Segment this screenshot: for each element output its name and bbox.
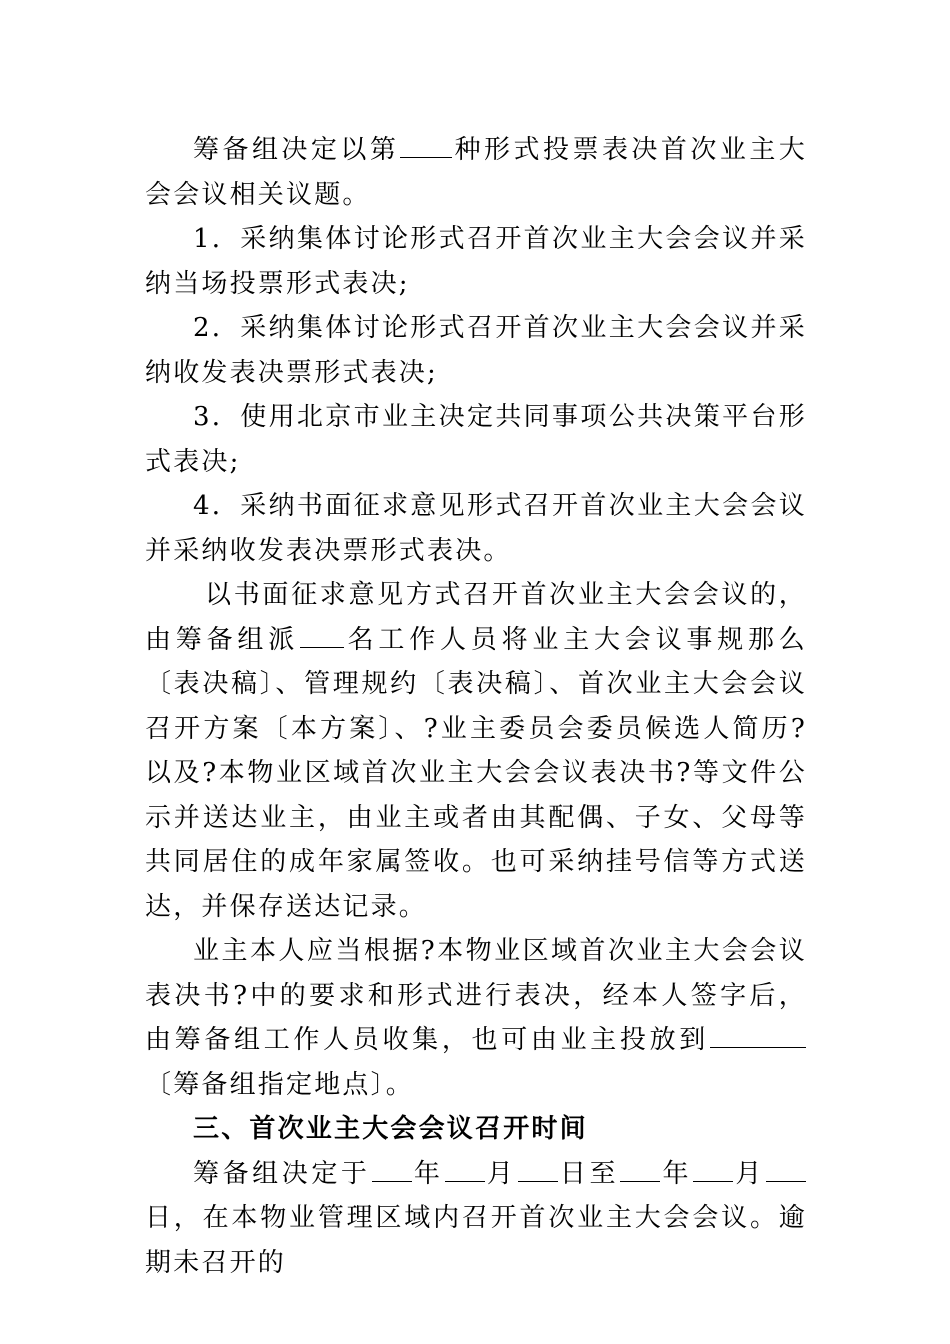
paragraph-voting-form — [145, 128, 807, 217]
paragraph-owner-voting — [145, 929, 807, 1107]
fill-blank-drop-location — [710, 1021, 806, 1048]
list-item-option-3: 3．使用北京市业主决定共同事项公共决策平台形式表决; — [145, 402, 807, 477]
paragraph-written-consultation — [145, 573, 807, 929]
paragraph-text: 种形式投票表决首次业主大会会议相关议题。 — [145, 135, 807, 210]
document-body — [145, 128, 807, 1285]
fill-blank-start-day — [518, 1155, 558, 1182]
list-item-option-2: 2．采纳集体讨论形式召开首次业主大会会议并采纳收发表决票形式表决; — [145, 313, 807, 388]
fill-blank-end-day — [766, 1155, 806, 1182]
paragraph-text: 名工作人员将业主大会议事规那么〔表决稿〕、管理规约〔表决稿〕、首次业主大会会议召开方案〔本方案〕、?业主委员会委员候选人简历?以及?本物业区域首次业主大会会议表决书?等文件公示并送达业主，由业主或者由其配偶、子女、父母等共同居住的成年家属签收。也可采纳挂号信等方式送达，并保存送达记录。 — [145, 624, 807, 922]
date-unit-text: 年 — [412, 1158, 444, 1189]
fill-blank-end-month — [693, 1155, 733, 1182]
paragraph-meeting-dates — [145, 1152, 807, 1286]
paragraph-text: 日，在本物业管理区域内召开首次业主大会会议。逾期未召开的 — [145, 1203, 807, 1278]
paragraph-text: 以书面征求意见方式召开首次业主大会会议的，由筹备组派 — [145, 580, 807, 655]
list-item-option-4: 4．采纳书面征求意见形式召开首次业主大会会议并采纳收发表决票形式表决。 — [145, 491, 807, 566]
date-unit-text: 日至 — [558, 1158, 620, 1189]
paragraph-text: 业主本人应当根据?本物业区域首次业主大会会议表决书?中的要求和形式进行表决，经本人签字后，由筹备组工作人员收集，也可由业主投放到 — [145, 936, 807, 1055]
section-heading-meeting-time: 三、首次业主大会会议召开时间 — [193, 1114, 588, 1144]
fill-blank-end-year — [620, 1155, 660, 1182]
fill-blank-form-number — [400, 131, 452, 158]
date-unit-text: 年 — [661, 1158, 693, 1189]
date-unit-text: 月 — [485, 1158, 517, 1189]
list-item-option-1: 1．采纳集体讨论形式召开首次业主大会会议并采纳当场投票形式表决; — [145, 224, 807, 299]
fill-blank-staff-count — [300, 621, 344, 648]
fill-blank-start-month — [445, 1155, 485, 1182]
date-unit-text: 月 — [734, 1158, 766, 1189]
paragraph-text: 〔筹备组指定地点〕。 — [145, 1069, 415, 1100]
fill-blank-start-year — [372, 1155, 412, 1182]
paragraph-text: 筹备组决定于 — [193, 1158, 371, 1189]
paragraph-text: 筹备组决定以第 — [193, 135, 400, 165]
